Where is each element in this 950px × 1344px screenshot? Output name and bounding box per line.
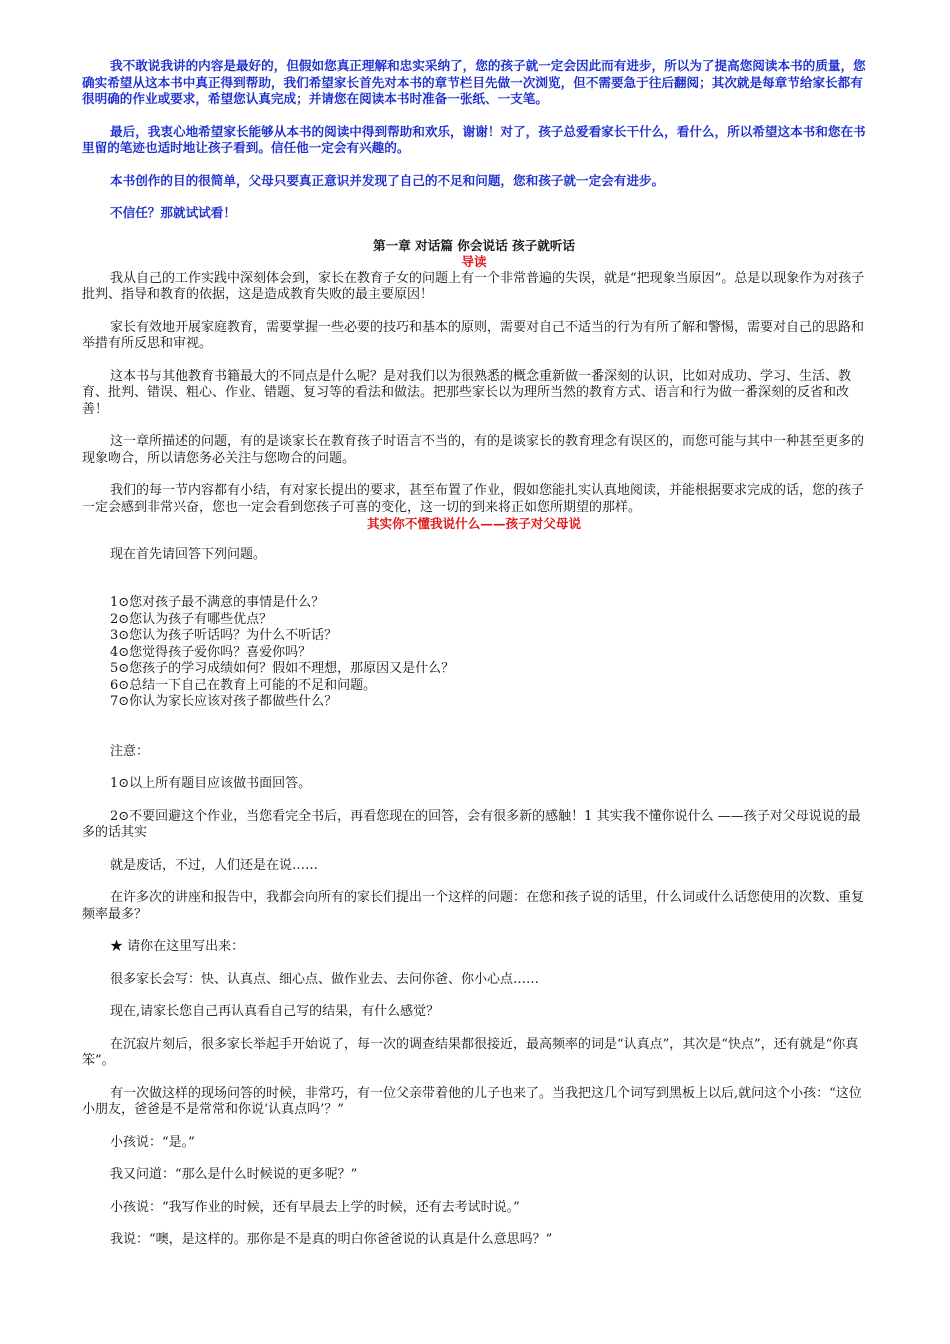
dialogue-line: 我说：“噢，是这样的。那你是不是真的明白你爸爸说的认真是什么意思吗？” xyxy=(110,1232,553,1247)
star-prompt: ★ 请你在这里写出来： xyxy=(110,939,245,954)
note-paragraph: 现在,请家长您自己再认真看自己写的结果，有什么感觉？ xyxy=(110,1004,440,1019)
guide-paragraph: 我们的每一节内容都有小结，有对家长提出的要求，甚至布置了作业，假如您能扎实认真地阅读，并能根据要求完成的话，您的孩子一定会感到非常兴奋，您也一定会看到您孩子可喜的变化，这一切的到来将正如您所期望的那样。 xyxy=(82,483,865,515)
question-item: 2⊙您认为孩子有哪些优点？ xyxy=(110,611,273,627)
dialogue-line: 小孩说：“我写作业的时候，还有早晨去上学的时候，还有去考试时说。” xyxy=(110,1199,520,1215)
question-item: 1⊙您对孩子最不满意的事情是什么？ xyxy=(110,595,325,610)
question-item: 3⊙您认为孩子听话吗？为什么不听话？ xyxy=(110,628,338,643)
question-item: 7⊙你认为家长应该对孩子都做些什么？ xyxy=(110,694,338,709)
question-item: 6⊙总结一下自己在教育上可能的不足和问题。 xyxy=(110,677,377,693)
guide-title: 导读 xyxy=(461,254,487,269)
note-paragraph: 1⊙以上所有题目应该做书面回答。 xyxy=(110,776,312,791)
note-paragraph: 在沉寂片刻后，很多家长举起手开始说了，每一次的调查结果都很接近，最高频率的词是“认真点”，其次是“快点”，还有就是“你真笨”。 xyxy=(82,1036,859,1068)
note-paragraph: 就是废话，不过，人们还是在说…… xyxy=(110,857,319,873)
intro-paragraph: 不信任？那就试试看！ xyxy=(110,205,236,220)
section-title: 其实你不懂我说什么——孩子对父母说 xyxy=(366,516,582,531)
document-page xyxy=(82,58,866,1249)
question-list xyxy=(82,595,866,711)
intro-paragraph: 最后，我衷心地希望家长能够从本书的阅读中得到帮助和欢乐，谢谢！对了，孩子总爱看家长干什么，看什么，所以希望这本书和您在书里留的笔迹也适时地让孩子看到。信任他一定会有兴趣的。 xyxy=(82,123,866,155)
intro-paragraph: 本书创作的目的很简单，父母只要真正意识并发现了自己的不足和问题，您和孩子就一定会有进步。 xyxy=(110,172,665,188)
guide-paragraph: 这一章所描述的问题，有的是谈家长在教育孩子时语言不当的，有的是谈家长的教育理念有误区的，而您可能与其中一种甚至更多的现象吻合，所以请您务必关注与您吻合的问题。 xyxy=(82,434,865,466)
guide-paragraph: 这本书与其他教育书籍最大的不同点是什么呢？是对我们以为很熟悉的概念重新做一番深刻的认识，比如对成功、学习、生活、教育、批判、错误、粗心、作业、错题、复习等的看法和做法。把那些家长以为理所当然的教育方式、语言和行为做一番深刻的反省和改善！ xyxy=(82,368,852,417)
prompt-text: 现在首先请回答下列问题。 xyxy=(110,546,267,562)
note-paragraph: 很多家长会写：快、认真点、细心点、做作业去、去问你爸、你小心点…… xyxy=(110,971,540,987)
intro-paragraph: 我不敢说我讲的内容是最好的，但假如您真正理解和忠实采纳了，您的孩子就一定会因此而有进步，所以为了提高您阅读本书的质量，您确实希望从这本书中真正得到帮助，我们希望家长首先对本书的章节栏目先做一次浏览，但不需要急于往后翻阅；其次就是每章节给家长都有很明确的作业或要求，希望您认真完成；并请您在阅读本书时准备一张纸、一支笔。 xyxy=(82,58,866,106)
guide-paragraph: 我从自己的工作实践中深刻体会到，家长在教育子女的问题上有一个非常普遍的失误，就是“把现象当原因”。总是以现象作为对孩子批判、指导和教育的依据，这是造成教育失败的最主要原因！ xyxy=(82,270,865,302)
chapter-title: 第一章 对话篇 你会说话 孩子就听话 xyxy=(372,237,576,253)
note-paragraph: 在许多次的讲座和报告中，我都会向所有的家长们提出一个这样的问题：在您和孩子说的话里，什么词或什么话您使用的次数、重复频率最多？ xyxy=(82,890,865,922)
note-label: 注意： xyxy=(110,743,150,759)
note-paragraph: 有一次做这样的现场问答的时候，非常巧，有一位父亲带着他的儿子也来了。当我把这几个词写到黑板上以后,就问这个小孩：“这位小朋友，爸爸是不是常常和你说‘认真点吗’？” xyxy=(82,1085,862,1117)
question-item: 5⊙您孩子的学习成绩如何？假如不理想，那原因又是什么？ xyxy=(110,661,455,676)
guide-paragraph: 家长有效地开展家庭教育，需要掌握一些必要的技巧和基本的原则，需要对自己不适当的行为有所了解和警惕，需要对自己的思路和举措有所反思和审视。 xyxy=(82,319,865,351)
dialogue-line: 小孩说：“是。” xyxy=(110,1134,195,1150)
note-paragraph: 2⊙不要回避这个作业，当您看完全书后，再看您现在的回答，会有很多新的感触！1 其实我不懂你说什么 ——孩子对父母说说的最多的话其实 xyxy=(82,808,861,840)
question-item: 4⊙您觉得孩子爱你吗？喜爱你吗？ xyxy=(110,644,312,660)
dialogue-line: 我又问道：“那么是什么时候说的更多呢？” xyxy=(110,1167,358,1182)
